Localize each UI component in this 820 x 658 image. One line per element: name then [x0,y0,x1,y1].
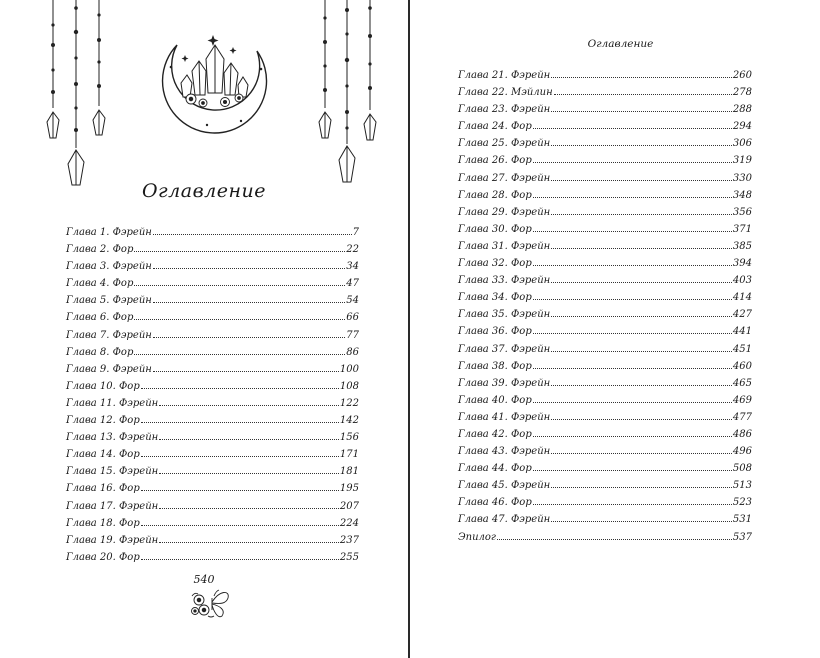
chapter-label: Глава 34. Фор [458,292,532,304]
chapter-label: Глава 10. Фор [66,380,140,392]
chapter-label: Глава 42. Фор [458,428,532,440]
chapter-label: Глава 6. Фор [66,312,134,324]
page-ref: 288 [732,104,752,116]
dot-leader [134,318,345,320]
dot-leader [551,350,732,352]
toc-entry[interactable] [458,204,752,221]
toc-entry[interactable] [458,255,752,272]
chapter-label: Глава 29. Фэрейн [458,206,551,218]
page-ref: 207 [339,500,359,512]
page-ref: 508 [732,463,752,475]
dot-leader [134,250,345,252]
chapter-label: Глава 43. Фэрейн [458,446,551,458]
dot-leader [551,76,732,78]
dot-leader [533,332,732,334]
toc-entry[interactable] [458,84,752,101]
page-ref: 22 [346,244,359,256]
toc-entry[interactable] [458,101,752,118]
right-page [411,0,820,658]
chapter-label: Глава 25. Фэрейн [458,138,551,150]
page-ref: 108 [339,380,359,392]
dot-leader [533,401,732,403]
chapter-label: Глава 12. Фор [66,415,140,427]
toc-list-left [66,224,359,566]
dot-leader [141,524,339,526]
chapter-label: Глава 1. Фэрейн [66,227,152,238]
chapter-label: Глава 23. Фэрейн [458,104,551,116]
dot-leader [141,455,339,457]
chapter-label: Глава 37. Фэрейн [458,343,551,355]
dot-leader [533,127,732,129]
page-ref: 330 [732,172,752,184]
dot-leader [141,387,339,389]
chapter-label: Глава 13. Фэрейн [66,432,159,444]
chapter-label: Эпилог [458,531,496,543]
page-ref: 224 [339,517,359,529]
page-ref: 171 [339,449,359,461]
toc-entry[interactable] [458,477,752,494]
chapter-label: Глава 22. Мэйлин [458,87,553,99]
chapter-label: Глава 8. Фор [66,346,134,358]
dot-leader [159,541,339,543]
chapter-label: Глава 4. Фор [66,278,134,290]
toc-entry[interactable] [458,426,752,443]
dot-leader [153,267,345,269]
dot-leader [551,110,732,112]
page-ref: 496 [732,446,752,458]
page-ref: 306 [732,138,752,150]
book-spine [408,0,410,658]
page-ref: 255 [339,551,359,563]
chapter-label: Глава 14. Фор [66,449,140,461]
chapter-label: Глава 39. Фэрейн [458,377,551,389]
dot-leader [533,196,732,198]
page-ref: 513 [732,480,752,492]
toc-entry[interactable] [458,409,752,426]
page-ref: 34 [346,261,359,273]
page-ref: 460 [732,360,752,372]
page-ref: 77 [346,329,359,341]
toc-entry[interactable] [66,412,359,429]
dot-leader [533,161,732,163]
chapter-label: Глава 41. Фэрейн [458,411,551,423]
dot-leader [533,264,732,266]
toc-entry[interactable] [66,429,359,446]
toc-entry[interactable] [66,275,359,292]
toc-entry[interactable] [66,463,359,480]
dot-leader [551,486,732,488]
toc-entry[interactable] [66,549,359,566]
dot-leader [153,233,352,235]
chapter-label: Глава 11. Фэрейн [66,397,159,409]
toc-entry[interactable] [458,392,752,409]
dot-leader [533,230,732,232]
chapter-label: Глава 7. Фэрейн [66,329,152,341]
page-ref: 403 [732,275,752,287]
toc-entry[interactable] [458,135,752,152]
toc-entry[interactable] [458,272,752,289]
crescent-moon-crystals-emblem [0,0,408,140]
page-ref: 122 [339,397,359,409]
dot-leader [497,538,732,540]
page-ref: 181 [339,466,359,478]
toc-entry[interactable] [458,221,752,238]
dot-leader [551,144,732,146]
dot-leader [153,301,345,303]
dot-leader [159,438,339,440]
page-ref: 195 [339,483,359,495]
page-ref: 385 [732,240,752,252]
chapter-label: Глава 26. Фор [458,155,532,167]
toc-entry[interactable] [458,375,752,392]
toc-entry[interactable] [458,443,752,460]
page-ref: 465 [732,377,752,389]
dot-leader [141,421,339,423]
chapter-label: Глава 31. Фэрейн [458,240,551,252]
toc-entry[interactable] [66,309,359,326]
butterfly-flowers-ornament [190,586,232,620]
running-header: Оглавление [587,38,654,50]
toc-entry[interactable] [458,323,752,340]
toc-entry[interactable] [66,258,359,275]
chapter-label: Глава 45. Фэрейн [458,480,551,492]
toc-entry[interactable] [66,224,359,241]
toc-entry[interactable] [458,341,752,358]
toc-entry[interactable] [458,529,752,546]
page-ref: 100 [339,363,359,375]
toc-entry[interactable] [458,289,752,306]
toc-list-right [458,67,752,546]
chapter-label: Глава 40. Фор [458,394,532,406]
dot-leader [159,472,339,474]
dot-leader [551,452,732,454]
page-ref: 523 [732,497,752,509]
dot-leader [134,353,345,355]
left-page [0,0,408,658]
chapter-label: Глава 21. Фэрейн [458,70,551,81]
toc-entry[interactable] [458,170,752,187]
toc-entry[interactable] [66,361,359,378]
page-ref: 278 [732,87,752,99]
chapter-label: Глава 33. Фэрейн [458,275,551,287]
page-ref: 414 [732,292,752,304]
toc-entry[interactable] [458,67,752,84]
chapter-label: Глава 35. Фэрейн [458,309,551,321]
chapter-label: Глава 38. Фор [458,360,532,372]
toc-entry[interactable] [66,241,359,258]
page-number: 540 [193,573,215,586]
toc-entry[interactable] [66,480,359,497]
page-ref: 260 [732,70,752,81]
dot-leader [551,247,732,249]
page-ref: 47 [346,278,359,290]
chapter-label: Глава 9. Фэрейн [66,363,152,375]
dot-leader [153,336,345,338]
dot-leader [141,489,339,491]
dot-leader [159,507,339,509]
page-ref: 237 [339,534,359,546]
dot-leader [551,315,732,317]
dot-leader [141,558,339,560]
toc-entry[interactable] [66,344,359,361]
dot-leader [551,213,732,215]
chapter-label: Глава 15. Фэрейн [66,466,159,478]
chapter-label: Глава 18. Фор [66,517,140,529]
chapter-label: Глава 3. Фэрейн [66,261,152,273]
chapter-label: Глава 28. Фор [458,189,532,201]
dot-leader [159,404,339,406]
chapter-label: Глава 36. Фор [458,326,532,338]
page-ref: 427 [732,309,752,321]
toc-entry[interactable] [458,306,752,323]
page-ref: 356 [732,206,752,218]
page-ref: 441 [732,326,752,338]
dot-leader [533,469,732,471]
toc-entry[interactable] [66,446,359,463]
page-ref: 469 [732,394,752,406]
dot-leader [533,503,732,505]
page-ref: 294 [732,121,752,133]
dot-leader [551,520,732,522]
chapter-label: Глава 16. Фор [66,483,140,495]
chapter-label: Глава 44. Фор [458,463,532,475]
chapter-label: Глава 32. Фор [458,258,532,270]
page-ref: 394 [732,258,752,270]
chapter-label: Глава 24. Фор [458,121,532,133]
page-ref: 54 [346,295,359,307]
page-ref: 7 [352,227,359,238]
page-ref: 66 [346,312,359,324]
page-ref: 142 [339,415,359,427]
page-ref: 319 [732,155,752,167]
page-ref: 156 [339,432,359,444]
toc-entry[interactable] [66,395,359,412]
toc-entry[interactable] [66,498,359,515]
dot-leader [153,370,339,372]
dot-leader [533,435,732,437]
page-ref: 451 [732,343,752,355]
dot-leader [551,384,732,386]
toc-entry[interactable] [458,358,752,375]
dot-leader [533,298,732,300]
page-ref: 486 [732,428,752,440]
toc-entry[interactable] [458,460,752,477]
chapter-label: Глава 17. Фэрейн [66,500,159,512]
chapter-label: Глава 5. Фэрейн [66,295,152,307]
dot-leader [551,281,732,283]
toc-entry[interactable] [458,511,752,528]
page-ref: 86 [346,346,359,358]
toc-entry[interactable] [66,378,359,395]
toc-entry[interactable] [458,187,752,204]
page-ref: 477 [732,411,752,423]
dot-leader [551,179,732,181]
chapter-label: Глава 27. Фэрейн [458,172,551,184]
toc-entry[interactable] [66,327,359,344]
chapter-label: Глава 19. Фэрейн [66,534,159,546]
page-ref: 531 [732,514,752,526]
toc-title: Оглавление [141,180,266,202]
dot-leader [533,367,732,369]
chapter-label: Глава 46. Фор [458,497,532,509]
dot-leader [551,418,732,420]
chapter-label: Глава 47. Фэрейн [458,514,551,526]
toc-entry[interactable] [458,152,752,169]
toc-entry[interactable] [66,532,359,549]
dot-leader [554,93,732,95]
chapter-label: Глава 30. Фор [458,223,532,235]
toc-entry[interactable] [458,118,752,135]
toc-entry[interactable] [458,238,752,255]
chapter-label: Глава 20. Фор [66,551,140,563]
page-ref: 371 [732,223,752,235]
toc-entry[interactable] [66,292,359,309]
toc-entry[interactable] [458,494,752,511]
chapter-label: Глава 2. Фор [66,244,134,256]
page-ref: 348 [732,189,752,201]
page-ref: 537 [732,531,752,543]
dot-leader [134,284,345,286]
toc-entry[interactable] [66,515,359,532]
